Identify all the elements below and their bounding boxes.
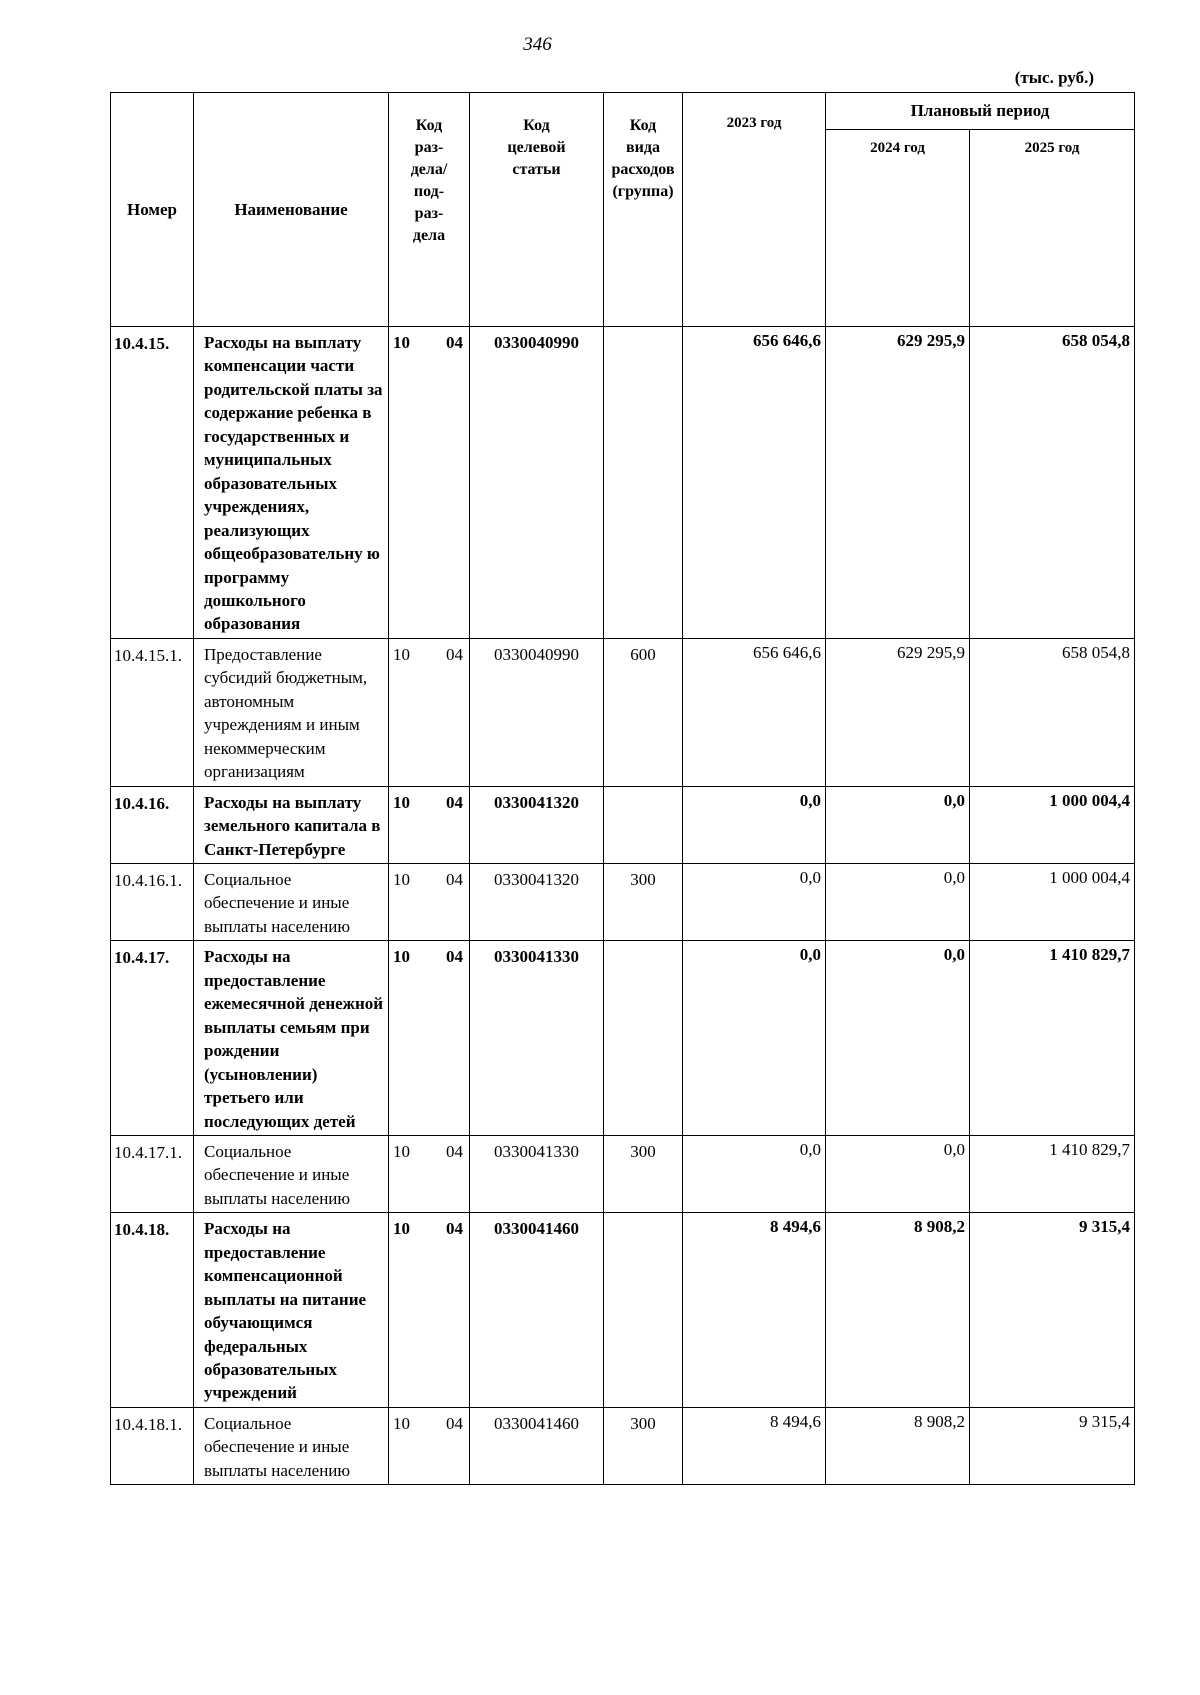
header-planned-period: Плановый период <box>826 93 1135 130</box>
header-expense-type: Код вида расходов (группа) <box>604 93 683 327</box>
row-expense-group: 300 <box>604 863 683 940</box>
header-name: Наименование <box>194 93 389 327</box>
table-row <box>111 638 1135 786</box>
header-number: Номер <box>111 93 194 327</box>
row-expense-group: 300 <box>604 1407 683 1484</box>
row-target-code: 0330040990 <box>470 327 604 639</box>
table-body <box>111 327 1135 1485</box>
row-expense-group: 300 <box>604 1135 683 1212</box>
row-name: Расходы на предоставление ежемесячной денежной выплаты семьям при рождении (усыновлении) третьего или последующих детей <box>194 941 389 1136</box>
row-expense-group <box>604 941 683 1136</box>
row-amount-2025: 9 315,4 <box>970 1213 1135 1408</box>
row-section-code <box>389 1213 470 1408</box>
row-amount-2025: 658 054,8 <box>970 327 1135 639</box>
row-number: 10.4.17.1. <box>111 1135 194 1212</box>
row-expense-group <box>604 1213 683 1408</box>
row-number: 10.4.18. <box>111 1213 194 1408</box>
page-number: 346 <box>523 34 552 55</box>
header-section: Код раз- дела/ под- раз- дела <box>389 93 470 327</box>
row-target-code: 0330041330 <box>470 1135 604 1212</box>
row-name: Предоставление субсидий бюджетным, автономным учреждениям и иным некоммерческим организациям <box>194 638 389 786</box>
row-amount-2025: 1 000 004,4 <box>970 786 1135 863</box>
row-name: Расходы на выплату компенсации части родительской платы за содержание ребенка в государственных и муниципальных образовательных учреждениях, реализующих общеобразовательну ю программу дошкольного образования <box>194 327 389 639</box>
row-amount-2023: 0,0 <box>683 1135 826 1212</box>
row-number: 10.4.15. <box>111 327 194 639</box>
row-target-code: 0330041460 <box>470 1407 604 1484</box>
row-number: 10.4.16.1. <box>111 863 194 940</box>
row-amount-2024: 629 295,9 <box>826 327 970 639</box>
row-target-code: 0330041320 <box>470 786 604 863</box>
row-amount-2023: 656 646,6 <box>683 638 826 786</box>
row-amount-2024: 8 908,2 <box>826 1407 970 1484</box>
row-subsection: 04 <box>446 792 463 812</box>
table-header <box>111 93 1135 327</box>
row-section-code <box>389 863 470 940</box>
row-section: 10 <box>393 1413 410 1433</box>
row-section-code <box>389 327 470 639</box>
row-name: Расходы на выплату земельного капитала в Санкт-Петербурге <box>194 786 389 863</box>
row-amount-2023: 0,0 <box>683 786 826 863</box>
row-amount-2023: 0,0 <box>683 863 826 940</box>
row-amount-2023: 8 494,6 <box>683 1213 826 1408</box>
row-amount-2024: 0,0 <box>826 941 970 1136</box>
row-amount-2024: 0,0 <box>826 786 970 863</box>
row-subsection: 04 <box>446 1413 463 1433</box>
row-section: 10 <box>393 947 410 967</box>
row-name: Социальное обеспечение и иные выплаты населению <box>194 863 389 940</box>
header-year-2025: 2025 год <box>970 130 1135 327</box>
row-subsection: 04 <box>446 869 463 889</box>
row-section-code <box>389 1407 470 1484</box>
row-subsection: 04 <box>446 1219 463 1239</box>
row-subsection: 04 <box>446 1141 463 1161</box>
row-section: 10 <box>393 792 410 812</box>
row-amount-2023: 0,0 <box>683 941 826 1136</box>
header-target: Код целевой статьи <box>470 93 604 327</box>
row-amount-2025: 1 410 829,7 <box>970 1135 1135 1212</box>
table-row <box>111 941 1135 1136</box>
header-year-2024: 2024 год <box>826 130 970 327</box>
row-name: Расходы на предоставление компенсационной выплаты на питание обучающимся федеральных образовательных учреждений <box>194 1213 389 1408</box>
row-target-code: 0330041330 <box>470 941 604 1136</box>
row-number: 10.4.16. <box>111 786 194 863</box>
row-section-code <box>389 1135 470 1212</box>
row-section: 10 <box>393 1219 410 1239</box>
row-expense-group: 600 <box>604 638 683 786</box>
row-name: Социальное обеспечение и иные выплаты населению <box>194 1407 389 1484</box>
table-row <box>111 1407 1135 1484</box>
table-row <box>111 1213 1135 1408</box>
row-amount-2025: 1 000 004,4 <box>970 863 1135 940</box>
row-section: 10 <box>393 1141 410 1161</box>
row-number: 10.4.18.1. <box>111 1407 194 1484</box>
row-section: 10 <box>393 644 410 664</box>
row-amount-2024: 629 295,9 <box>826 638 970 786</box>
row-amount-2025: 658 054,8 <box>970 638 1135 786</box>
row-amount-2024: 0,0 <box>826 1135 970 1212</box>
row-amount-2023: 8 494,6 <box>683 1407 826 1484</box>
table-row <box>111 863 1135 940</box>
table-row <box>111 786 1135 863</box>
table-row <box>111 1135 1135 1212</box>
row-section: 10 <box>393 869 410 889</box>
row-amount-2024: 8 908,2 <box>826 1213 970 1408</box>
row-target-code: 0330041460 <box>470 1213 604 1408</box>
row-subsection: 04 <box>446 333 463 352</box>
row-section-code <box>389 638 470 786</box>
row-target-code: 0330040990 <box>470 638 604 786</box>
row-amount-2023: 656 646,6 <box>683 327 826 639</box>
row-amount-2024: 0,0 <box>826 863 970 940</box>
row-section: 10 <box>393 333 410 352</box>
units-label: (тыс. руб.) <box>1014 68 1094 87</box>
row-subsection: 04 <box>446 644 463 664</box>
budget-table <box>110 92 1135 1485</box>
row-amount-2025: 1 410 829,7 <box>970 941 1135 1136</box>
row-name: Социальное обеспечение и иные выплаты населению <box>194 1135 389 1212</box>
row-target-code: 0330041320 <box>470 863 604 940</box>
row-subsection: 04 <box>446 947 463 967</box>
row-expense-group <box>604 786 683 863</box>
row-amount-2025: 9 315,4 <box>970 1407 1135 1484</box>
row-number: 10.4.15.1. <box>111 638 194 786</box>
row-expense-group <box>604 327 683 639</box>
row-section-code <box>389 786 470 863</box>
table-row <box>111 327 1135 639</box>
row-number: 10.4.17. <box>111 941 194 1136</box>
header-year-2023: 2023 год <box>683 93 826 327</box>
row-section-code <box>389 941 470 1136</box>
